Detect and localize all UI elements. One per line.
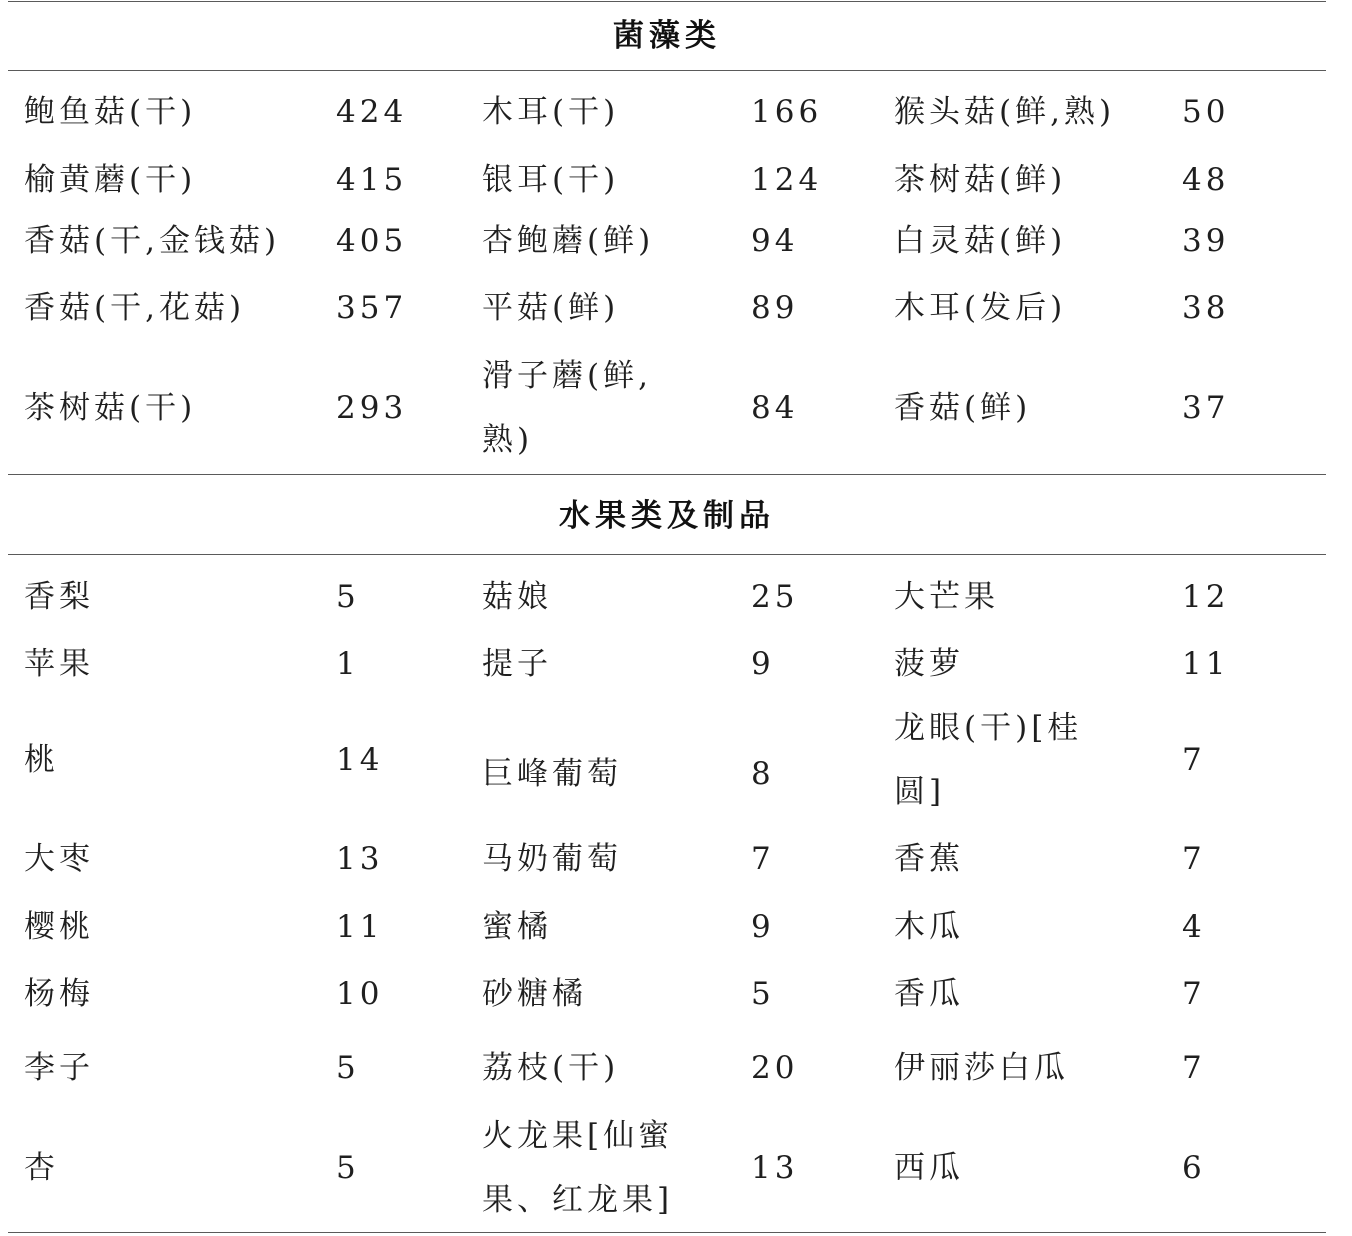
top-rule [8,1,1326,2]
table-row [0,344,1352,472]
item-value: 5 [751,976,775,1012]
item-name: 樱桃 [24,909,94,945]
item-name: 伊丽莎白瓜 [894,1050,1069,1086]
item-name: 榆黄蘑(干) [24,162,197,198]
item-value: 405 [336,223,408,259]
item-value: 293 [336,390,408,426]
item-value: 5 [336,1050,360,1086]
item-value: 37 [1182,390,1230,426]
item-name: 猴头菇(鲜,熟) [894,94,1116,130]
item-value: 7 [751,841,775,877]
item-value: 124 [751,162,823,198]
table-row [0,632,1352,696]
table-row [0,209,1352,273]
item-name: 木瓜 [894,909,964,945]
table-row [0,276,1352,340]
item-name: 香蕉 [894,841,964,877]
item-value: 9 [751,646,775,682]
item-value: 13 [751,1150,799,1186]
table-row [0,1104,1352,1232]
item-value: 6 [1182,1150,1206,1186]
item-value: 84 [751,390,799,426]
item-name: 李子 [24,1050,94,1086]
item-name: 鲍鱼菇(干) [24,94,197,130]
item-name: 巨峰葡萄 [482,756,622,792]
item-name: 荔枝(干) [482,1050,620,1086]
item-name: 桃 [24,742,59,778]
item-value: 20 [751,1050,799,1086]
table-row [0,962,1352,1026]
item-name: 茶树菇(鲜) [894,162,1067,198]
item-value: 9 [751,909,775,945]
item-value: 8 [751,756,775,792]
item-value: 415 [336,162,408,198]
table-row [0,1036,1352,1100]
item-value: 357 [336,290,408,326]
table-row [0,895,1352,959]
bottom-rule [8,1232,1326,1233]
item-value: 11 [1182,646,1230,682]
item-value: 11 [336,909,384,945]
item-name: 香瓜 [894,976,964,1012]
item-value: 38 [1182,290,1230,326]
table-row [0,565,1352,629]
section-title: 水果类及制品 [559,498,775,534]
item-value: 166 [751,94,823,130]
item-name: 滑子蘑(鲜,熟) [482,358,652,458]
item-value: 7 [1182,841,1206,877]
item-name: 蜜橘 [482,909,552,945]
item-name: 茶树菇(干) [24,390,197,426]
item-value: 89 [751,290,799,326]
item-value: 14 [336,742,384,778]
item-name: 杨梅 [24,976,94,1012]
item-name: 木耳(发后) [894,290,1067,326]
table-row [0,80,1352,144]
item-name: 龙眼(干)[桂圆] [894,710,1083,810]
item-value: 424 [336,94,408,130]
item-value: 5 [336,579,360,615]
item-value: 25 [751,579,799,615]
item-value: 7 [1182,976,1206,1012]
item-value: 12 [1182,579,1230,615]
item-name: 大枣 [24,841,94,877]
header-rule-2 [8,554,1326,555]
table-row [0,827,1352,891]
item-name: 杏鲍蘑(鲜) [482,223,655,259]
item-name: 香菇(干,花菇) [24,290,246,326]
item-name: 大芒果 [894,579,999,615]
item-value: 50 [1182,94,1230,130]
item-name: 银耳(干) [482,162,620,198]
item-value: 13 [336,841,384,877]
item-name: 平菇(鲜) [482,290,620,326]
item-value: 4 [1182,909,1206,945]
section-title: 菌藻类 [613,18,721,54]
item-name: 西瓜 [894,1150,964,1186]
item-name: 杏 [24,1150,59,1186]
item-value: 94 [751,223,799,259]
item-name: 菠萝 [894,646,964,682]
header-rule-1 [8,70,1326,71]
item-name: 砂糖橘 [482,976,587,1012]
item-name: 香菇(干,金钱菇) [24,223,281,259]
section-rule [8,474,1326,475]
item-name: 马奶葡萄 [482,841,622,877]
item-value: 10 [336,976,384,1012]
item-name: 香梨 [24,579,94,615]
item-value: 7 [1182,1050,1206,1086]
item-name: 火龙果[仙蜜果、红龙果] [482,1118,674,1218]
item-value: 1 [336,646,360,682]
item-value: 39 [1182,223,1230,259]
item-name: 香菇(鲜) [894,390,1032,426]
item-value: 7 [1182,742,1206,778]
item-value: 48 [1182,162,1230,198]
item-name: 菇娘 [482,579,552,615]
item-name: 提子 [482,646,552,682]
item-name: 木耳(干) [482,94,620,130]
table-row [0,698,1352,822]
item-name: 苹果 [24,646,94,682]
item-value: 5 [336,1150,360,1186]
item-name: 白灵菇(鲜) [894,223,1067,259]
table-row [0,148,1352,212]
